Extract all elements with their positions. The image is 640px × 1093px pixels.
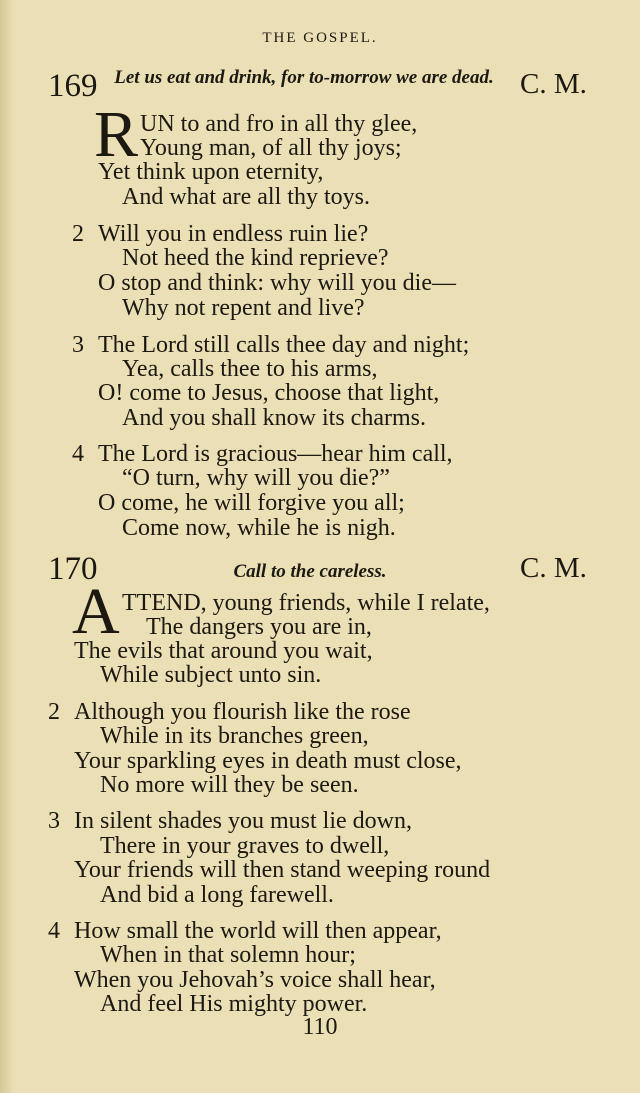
verse-line: The Lord still calls thee day and night;: [98, 332, 470, 358]
verse-line: While subject unto sin.: [100, 662, 322, 688]
stanza-number: 3: [72, 332, 84, 358]
verse-line: When you Jehovah’s voice shall hear,: [74, 967, 436, 993]
stanza-number: 3: [48, 808, 60, 834]
verse-line: O stop and think: why will you die—: [98, 270, 456, 296]
stanza-number: 2: [72, 221, 84, 247]
verse-line: No more will they be seen.: [100, 772, 359, 798]
verse-line: Will you in endless ruin lie?: [98, 221, 369, 247]
verse-line: TTEND, young friends, while I relate,: [122, 590, 490, 616]
hymn-number: 169: [48, 68, 98, 104]
verse-line: And feel His mighty power.: [100, 991, 368, 1017]
verse-line: And bid a long farewell.: [100, 882, 334, 908]
hymn-meter: C. M.: [520, 552, 587, 584]
drop-cap: R: [94, 98, 139, 171]
verse-line: Young man, of all thy joys;: [140, 135, 402, 161]
verse-line: “O turn, why will you die?”: [122, 465, 390, 491]
drop-cap: A: [72, 575, 120, 648]
hymn-number: 170: [48, 551, 98, 587]
verse-line: Yet think upon eternity,: [98, 159, 324, 185]
verse-line: The dangers you are in,: [146, 614, 372, 640]
stanza-number: 4: [72, 441, 84, 467]
verse-line: Your sparkling eyes in death must close,: [74, 748, 462, 774]
verse-line: Although you flourish like the rose: [74, 699, 411, 725]
page-number: 110: [302, 1014, 338, 1040]
verse-line: And what are all thy toys.: [122, 184, 370, 210]
verse-line: The evils that around you wait,: [74, 638, 373, 664]
verse-line: Why not repent and live?: [122, 295, 365, 321]
verse-line: Your friends will then stand weeping round: [74, 857, 491, 883]
stanza-number: 4: [48, 918, 60, 944]
verse-line: And you shall know its charms.: [122, 405, 426, 431]
verse-line: In silent shades you must lie down,: [74, 808, 412, 834]
verse-line: Yea, calls thee to his arms,: [122, 356, 378, 382]
verse-line: O! come to Jesus, choose that light,: [98, 380, 440, 406]
verse-line: While in its branches green,: [100, 723, 369, 749]
verse-line: Come now, while he is nigh.: [122, 515, 396, 541]
verse-line: There in your graves to dwell,: [100, 833, 390, 859]
hymn-meter: C. M.: [520, 68, 587, 100]
hymn-subtitle: Call to the careless.: [233, 561, 387, 582]
verse-line: Not heed the kind reprieve?: [122, 245, 389, 271]
stanza-number: 2: [48, 699, 60, 725]
verse-line: How small the world will then appear,: [74, 918, 442, 944]
page-binding-edge: [0, 0, 14, 1093]
verse-line: When in that solemn hour;: [100, 942, 356, 968]
running-header: THE GOSPEL.: [262, 30, 378, 46]
hymn-subtitle: Let us eat and drink, for to-morrow we are dead.: [114, 67, 494, 88]
verse-line: UN to and fro in all thy glee,: [140, 111, 418, 137]
verse-line: The Lord is gracious—hear him call,: [98, 441, 453, 467]
verse-line: O come, he will forgive you all;: [98, 490, 405, 516]
